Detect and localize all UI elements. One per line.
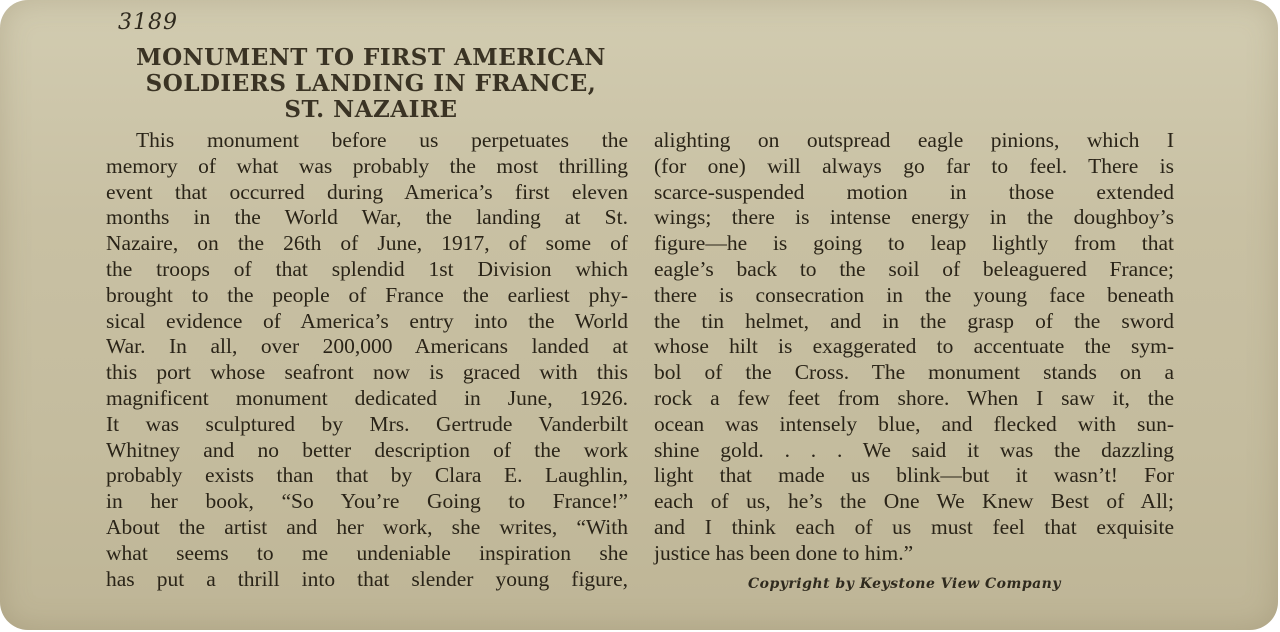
text-line: and I think each of us must feel that exquisite — [654, 514, 1174, 539]
text-line: ocean was intensely blue, and flecked with sun- — [654, 411, 1174, 436]
text-line: there is consecration in the young face beneath — [654, 282, 1174, 307]
text-line: brought to the people of France the earliest phy- — [106, 282, 628, 307]
text-line: event that occurred during America’s first eleven — [106, 179, 628, 204]
text-line: the troops of that splendid 1st Division which — [106, 256, 628, 281]
text-line: scarce-suspended motion in those extended — [654, 179, 1174, 204]
text-line: sical evidence of America’s entry into the World — [106, 308, 628, 333]
text-line: Whitney and no better description of the work — [106, 437, 628, 462]
text-line: what seems to me undeniable inspiration she — [106, 540, 628, 565]
left-text-column — [106, 128, 628, 592]
text-line: whose hilt is exaggerated to accentuate the sym- — [654, 334, 1174, 359]
text-line: each of us, he’s the One We Knew Best of All; — [654, 489, 1174, 514]
text-line: It was sculptured by Mrs. Gertrude Vanderbilt — [106, 411, 628, 436]
card-number: 3189 — [118, 10, 178, 35]
text-line: the tin helmet, and in the grasp of the sword — [654, 308, 1174, 333]
text-line: justice has been done to him.” — [654, 540, 914, 565]
text-line: alighting on outspread eagle pinions, which I — [654, 128, 1174, 152]
text-line: light that made us blink—but it wasn’t! For — [654, 463, 1174, 488]
text-line: (for one) will always go far to feel. There is — [654, 153, 1174, 178]
text-line: wings; there is intense energy in the doughboy’s — [654, 205, 1174, 230]
text-line: probably exists than that by Clara E. Laughlin, — [106, 463, 628, 488]
text-line: magnificent monument dedicated in June, 1926. — [106, 385, 628, 410]
title-line-3: ST. NAZAIRE — [284, 96, 458, 123]
text-line: About the artist and her work, she writes, “With — [106, 514, 628, 539]
text-line: has put a thrill into that slender young figure, — [106, 566, 628, 591]
text-line: months in the World War, the landing at St. — [106, 205, 628, 230]
title-line-1: MONUMENT TO FIRST AMERICAN — [136, 44, 606, 71]
text-line: Nazaire, on the 26th of June, 1917, of some of — [106, 231, 628, 256]
right-text-column — [654, 128, 1174, 567]
text-line: bol of the Cross. The monument stands on a — [654, 360, 1174, 385]
title-line-2: SOLDIERS LANDING IN FRANCE, — [145, 70, 597, 97]
copyright-line: Copyright by Keystone View Company — [748, 576, 1061, 592]
text-line: This monument before us perpetuates the — [136, 128, 628, 152]
text-line: figure—he is going to leap lightly from that — [654, 231, 1174, 256]
text-line: shine gold. . . . We said it was the dazzling — [654, 437, 1174, 462]
text-line: War. In all, over 200,000 Americans landed at — [106, 334, 628, 359]
text-line: rock a few feet from shore. When I saw it, the — [654, 385, 1174, 410]
text-line: in her book, “So You’re Going to France!” — [106, 489, 628, 514]
text-line: eagle’s back to the soil of beleaguered France; — [654, 256, 1174, 281]
text-line: this port whose seafront now is graced with this — [106, 360, 628, 385]
text-line: memory of what was probably the most thrilling — [106, 153, 628, 178]
